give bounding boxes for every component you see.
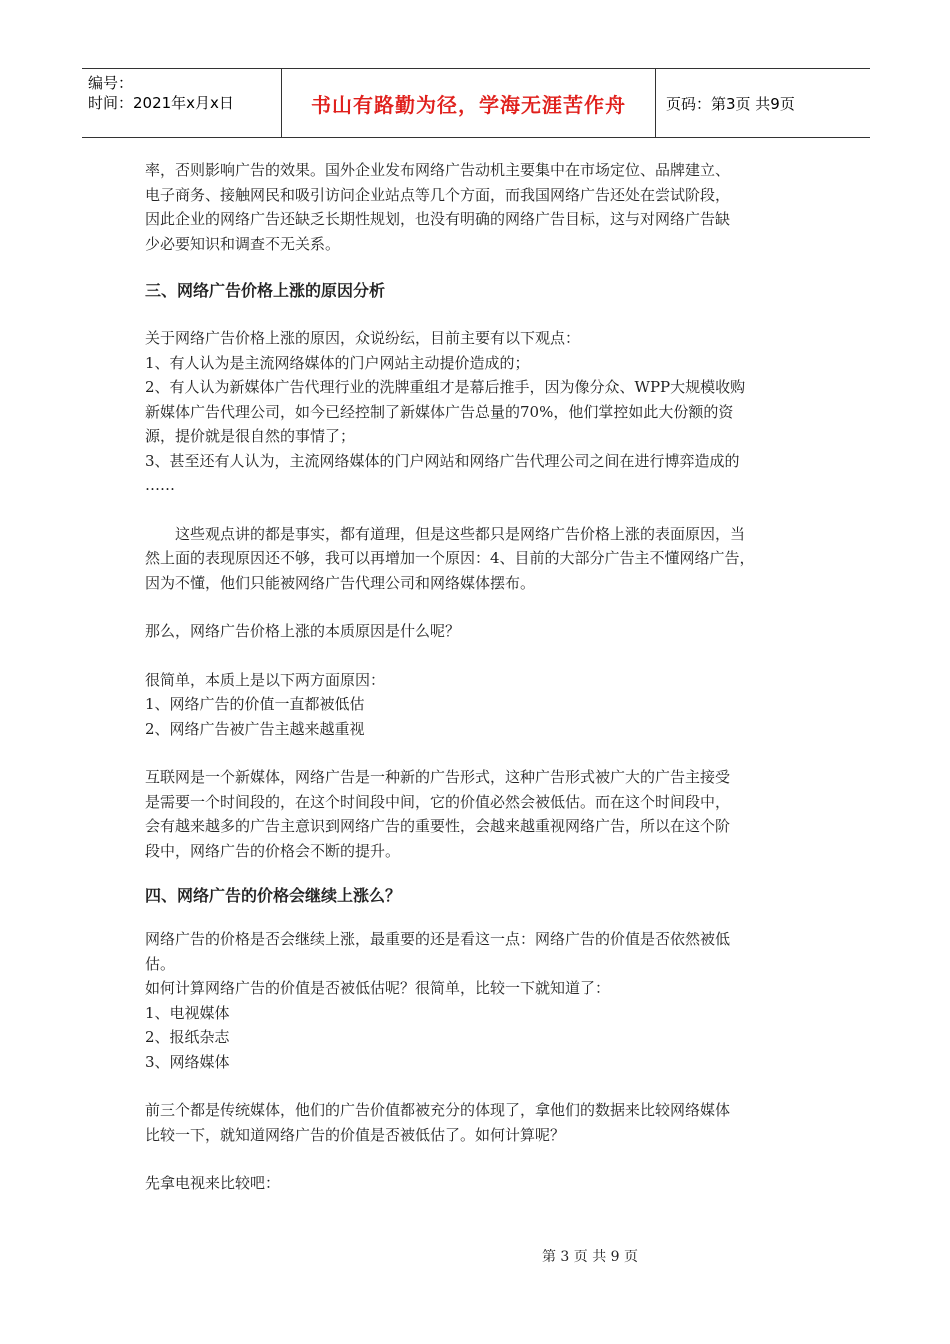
text-line: 互联网是一个新媒体，网络广告是一种新的广告形式，这种广告形式被广大的广告主接受 bbox=[145, 768, 731, 786]
text-line: 如何计算网络广告的价值是否被低估呢？很简单，比较一下就知道了： bbox=[145, 979, 611, 997]
text-line: 1、有人认为是主流网络媒体的门户网站主动提价造成的； bbox=[145, 353, 530, 372]
text-line: 比较一下，就知道网络广告的价值是否被低估了。如何计算呢？ bbox=[145, 1125, 566, 1144]
text-line: 1、网络广告的价值一直都被低估 bbox=[145, 695, 365, 713]
text-line: 段中，网络广告的价格会不断的提升。 bbox=[145, 841, 401, 860]
text-line: 前三个都是传统媒体，他们的广告价值都被充分的体现了，拿他们的数据来比较网络媒体 bbox=[145, 1101, 731, 1119]
text-line: 网络广告的价格是否会继续上涨，最重要的还是看这一点：网络广告的价值是否依然被低 bbox=[145, 930, 731, 948]
number-label: 编号： bbox=[88, 74, 134, 92]
text-line: 新媒体广告代理公司，如今已经控制了新媒体广告总量的70%，他们掌控如此大份额的资 bbox=[145, 402, 734, 421]
header-page-label: 页码：第3页 共9页 bbox=[666, 94, 795, 113]
text-line: 先拿电视来比较吧： bbox=[145, 1174, 281, 1192]
text-line: 这些观点讲的都是事实，都有道理，但是这些都只是网络广告价格上涨的表面原因，当 bbox=[175, 524, 746, 543]
text-line: 电子商务、接触网民和吸引访问企业站点等几个方面，而我国网络广告还处在尝试阶段， bbox=[145, 185, 731, 204]
header-meta bbox=[82, 69, 282, 137]
text-line: 估。 bbox=[145, 954, 176, 973]
text-line: 很简单，本质上是以下两方面原因： bbox=[145, 670, 386, 689]
text-line: 2、报纸杂志 bbox=[145, 1028, 230, 1046]
text-line: …… bbox=[145, 476, 175, 494]
section-heading: 四、网络广告的价格会继续上涨么？ bbox=[145, 886, 402, 905]
intro-paragraph bbox=[145, 158, 817, 256]
text-line: 因此企业的网络广告还缺乏长期性规划，也没有明确的网络广告目标，这与对网络广告缺 bbox=[145, 210, 731, 228]
answer-paragraph bbox=[145, 668, 817, 742]
text-line: 然上面的表现原因还不够，我可以再增加一个原因：4、目前的大部分广告主不懂网络广告， bbox=[145, 549, 755, 567]
text-line: 率，否则影响广告的效果。国外企业发布网络广告动机主要集中在市场定位、品牌建立、 bbox=[145, 161, 731, 179]
text-line: 3、甚至还有人认为，主流网络媒体的门户网站和网络广告代理公司之间在进行博弈造成的 bbox=[145, 451, 740, 470]
text-line: 2、有人认为新媒体广告代理行业的洗牌重组才是幕后推手，因为像分众、WPP大规模收购 bbox=[145, 378, 746, 396]
text-line: 源，提价就是很自然的事情了； bbox=[145, 427, 356, 445]
page-header bbox=[82, 68, 870, 138]
text-line: 少必要知识和调查不无关系。 bbox=[145, 234, 341, 253]
section3-paragraph bbox=[145, 326, 817, 498]
document-body bbox=[145, 158, 817, 1196]
question-line: 那么，网络广告价格上涨的本质原因是什么呢？ bbox=[145, 622, 461, 640]
internet-paragraph bbox=[145, 765, 817, 863]
time-label: 时间：2021年x月x日 bbox=[88, 94, 234, 112]
text-line: 2、网络广告被广告主越来越重视 bbox=[145, 719, 365, 738]
text-line: 是需要一个时间段的，在这个时间段中间，它的价值必然会被低估。而在这个时间段中， bbox=[145, 792, 731, 811]
views-paragraph bbox=[145, 522, 817, 596]
text-line: 会有越来越多的广告主意识到网络广告的重要性，会越来越重视网络广告，所以在这个阶 bbox=[145, 817, 731, 835]
text-line: 因为不懂，他们只能被网络广告代理公司和网络媒体摆布。 bbox=[145, 573, 536, 592]
text-line: 关于网络广告价格上涨的原因，众说纷纭，目前主要有以下观点： bbox=[145, 329, 581, 347]
text-line: 1、电视媒体 bbox=[145, 1003, 230, 1022]
text-line: 3、网络媒体 bbox=[145, 1052, 230, 1071]
section4-paragraph bbox=[145, 927, 817, 1074]
page-footer: 第 3 页 共 9 页 bbox=[541, 1249, 639, 1265]
section-heading: 三、网络广告价格上涨的原因分析 bbox=[145, 281, 386, 300]
compare-paragraph bbox=[145, 1098, 817, 1147]
header-motto: 书山有路勤为径，学海无涯苦作舟 bbox=[282, 69, 656, 137]
